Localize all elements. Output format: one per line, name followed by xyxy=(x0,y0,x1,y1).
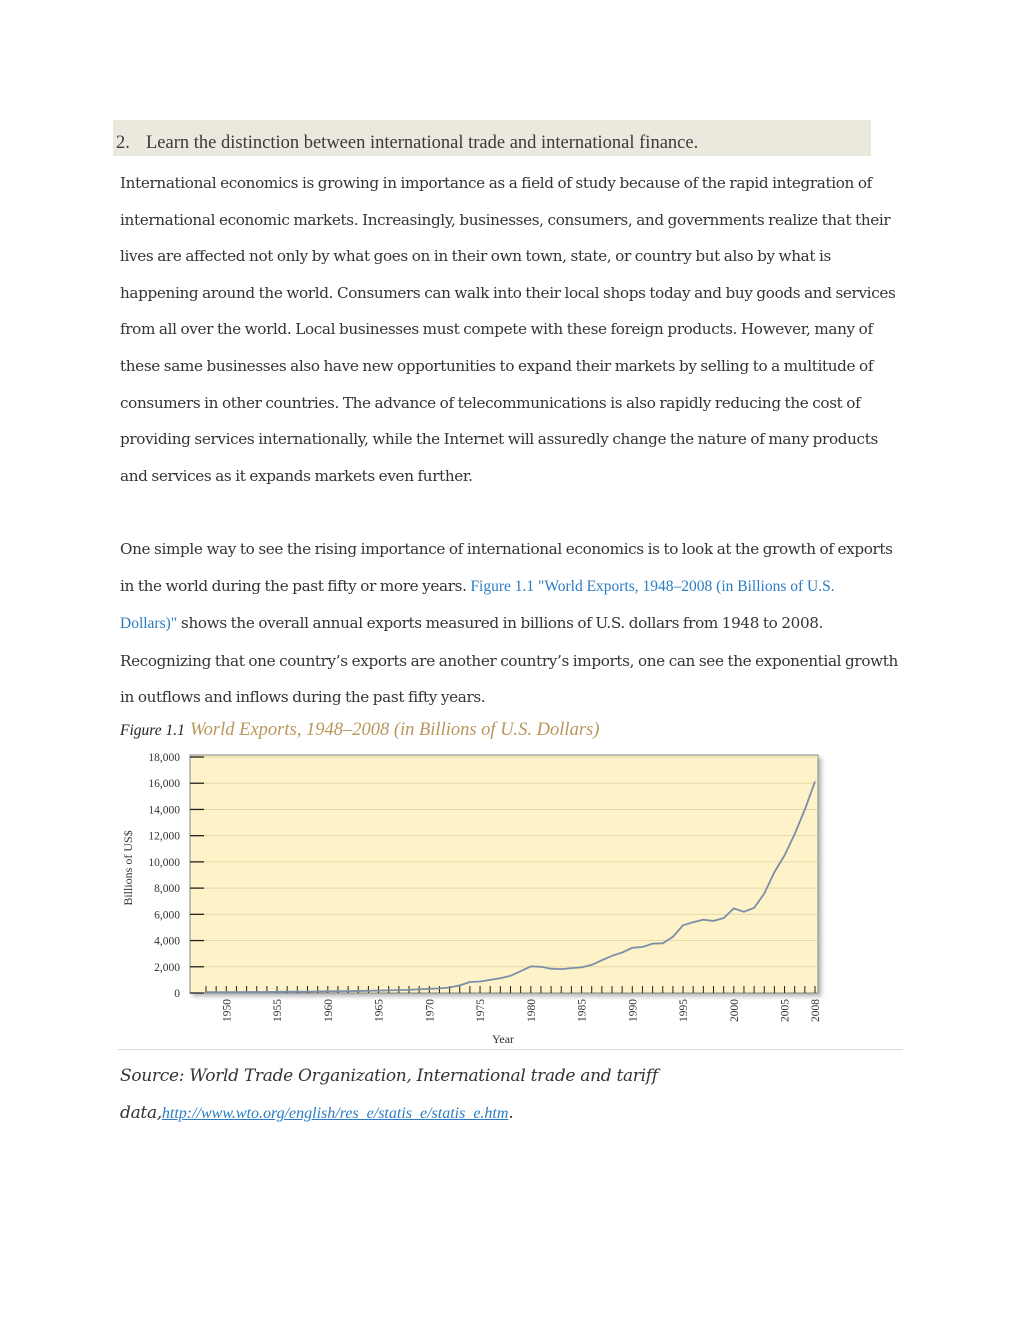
paragraph-line: in outflows and inflows during the past fifty years. xyxy=(120,688,486,707)
objective-number: 2. xyxy=(116,133,130,153)
paragraph-text: in the world during the past fifty or more years. xyxy=(120,576,471,595)
paragraph-exports xyxy=(120,531,910,716)
paragraph-line: from all over the world. Local businesses must compete with these foreign products. However, many of xyxy=(120,320,873,339)
x-tick-label: 2008 xyxy=(810,999,822,1022)
y-tick-label: 10,000 xyxy=(148,856,180,869)
x-axis-label: Year xyxy=(491,1032,515,1046)
paragraph-text: shows the overall annual exports measured in billions of U.S. dollars from 1948 to 2008. xyxy=(177,614,824,633)
x-tick-label: 1975 xyxy=(475,999,488,1022)
paragraph-line: lives are affected not only by what goes on in their own town, state, or country but also by what is xyxy=(120,247,831,266)
paragraph-line: Recognizing that one country’s exports are another country’s imports, one can see the exponential growth xyxy=(120,651,898,670)
x-tick-label: 1990 xyxy=(627,999,640,1022)
y-tick-label: 12,000 xyxy=(148,830,180,843)
y-tick-label: 2,000 xyxy=(154,961,180,974)
y-tick-label: 6,000 xyxy=(154,909,180,922)
x-tick-label: 1955 xyxy=(272,999,285,1022)
x-tick-label: 1960 xyxy=(322,999,335,1022)
y-tick-label: 8,000 xyxy=(154,883,180,896)
x-tick-label: 1985 xyxy=(576,999,589,1022)
paragraph-line xyxy=(120,605,910,643)
figure-reference-link-continued[interactable]: Dollars)" xyxy=(120,615,178,633)
figure-caption xyxy=(120,720,599,741)
paragraph-line xyxy=(120,568,910,606)
paragraph-line: happening around the world. Consumers can walk into their local shops today and buy goods and services xyxy=(120,283,896,302)
x-tick-label: 2000 xyxy=(728,999,741,1022)
x-tick-label: 2005 xyxy=(779,999,792,1022)
y-tick-label: 4,000 xyxy=(154,935,180,948)
paragraph-line: and services as it expands markets even further. xyxy=(120,466,473,485)
y-tick-label: 14,000 xyxy=(148,804,180,817)
figure-source xyxy=(120,1058,910,1132)
figure-reference-link[interactable]: Figure 1.1 "World Exports, 1948–2008 (in Billions of U.S. xyxy=(470,577,835,595)
figure-title: World Exports, 1948–2008 (in Billions of U.S. Dollars) xyxy=(189,720,600,740)
objective-text: Learn the distinction between international trade and international finance. xyxy=(146,133,699,153)
paragraph-line: providing services internationally, while the Internet will assuredly change the nature of many products xyxy=(120,430,878,449)
paragraph-line: International economics is growing in importance as a field of study because of the rapid integration of xyxy=(120,174,872,192)
y-tick-label: 0 xyxy=(174,988,180,1000)
figure-label: Figure 1.1 xyxy=(120,722,185,739)
paragraph-line: One simple way to see the rising importance of international economics is to look at the growth of exports xyxy=(120,540,893,558)
source-line: Source: World Trade Organization, International trade and tariff xyxy=(120,1066,658,1086)
paragraph-line: these same businesses also have new opportunities to expand their markets by selling to a multitude of xyxy=(120,356,874,375)
x-tick-label: 1995 xyxy=(678,999,691,1022)
source-prefix: data, xyxy=(120,1103,162,1123)
source-suffix: . xyxy=(508,1103,514,1123)
divider xyxy=(118,1049,903,1050)
source-line xyxy=(120,1095,910,1132)
source-url-link[interactable]: http://www.wto.org/english/res_e/statis_e/statis_e.htm xyxy=(161,1105,509,1122)
y-axis-label: Billions of US$ xyxy=(121,830,135,906)
x-tick-label: 1965 xyxy=(373,999,386,1022)
x-tick-label: 1950 xyxy=(221,999,234,1022)
x-tick-label: 1970 xyxy=(424,999,437,1022)
paragraph-line: consumers in other countries. The advance of telecommunications is also rapidly reducing the cost of xyxy=(120,393,861,412)
y-tick-label: 18,000 xyxy=(148,752,180,764)
paragraph-intro xyxy=(120,165,910,494)
y-tick-label: 16,000 xyxy=(148,778,180,791)
paragraph-line: international economic markets. Increasingly, businesses, consumers, and governments realize that their xyxy=(120,210,891,229)
plot-area xyxy=(190,755,818,993)
world-exports-chart xyxy=(118,745,830,1050)
x-tick-label: 1980 xyxy=(525,999,538,1022)
learning-objective xyxy=(113,120,871,156)
